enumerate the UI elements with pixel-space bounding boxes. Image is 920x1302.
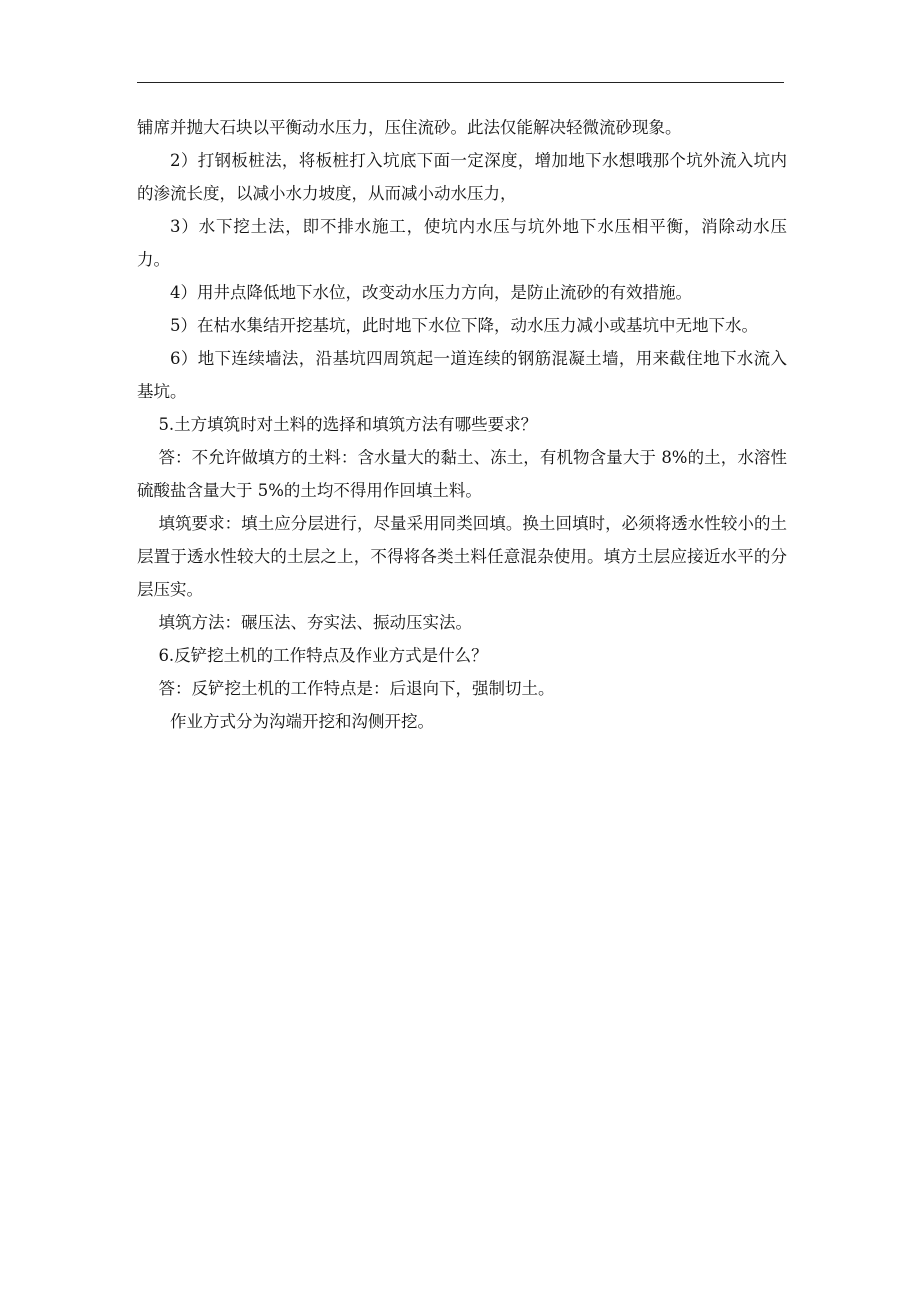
- paragraph-quicksand-cover: 铺席并抛大石块以平衡动水压力，压住流砂。此法仅能解决轻微流砂现象。: [137, 118, 682, 137]
- paragraph-dry-season-excavation: 5）在枯水集结开挖基坑，此时地下水位下降，动水压力减小或基坑中无地下水。: [170, 316, 758, 335]
- paragraph-diaphragm-wall: 6）地下连续墙法，沿基坑四周筑起一道连续的钢筋混凝土墙，用来截住地下水流入基坑。: [137, 349, 787, 401]
- paragraph-sheet-pile-method: 2）打钢板桩法，将板桩打入坑底下面一定深度，增加地下水想哦那个坑外流入坑内的渗流长度，以减小水力坡度，从而减小动水压力，: [137, 151, 787, 203]
- paragraph-well-point-dewatering: 4）用井点降低地下水位，改变动水压力方向，是防止流砂的有效措施。: [170, 283, 692, 302]
- question-6-heading: 6.反铲挖土机的工作特点及作业方式是什么？: [158, 646, 488, 665]
- paragraph-underwater-excavation: 3）水下挖土法，即不排水施工，使坑内水压与坑外地下水压相平衡，消除动水压力。: [137, 217, 787, 269]
- question-5-heading: 5.土方填筑时对土料的选择和填筑方法有哪些要求？: [158, 415, 538, 434]
- answer-5-unsuitable-soil: 答：不允许做填方的土料：含水量大的黏土、冻土，有机物含量大于 8%的土，水溶性硫酸盐含量大于 5%的土均不得用作回填土料。: [137, 448, 787, 500]
- answer-6-operation-modes: 作业方式分为沟端开挖和沟侧开挖。: [170, 712, 434, 731]
- answer-5-filling-methods: 填筑方法：碾压法、夯实法、振动压实法。: [158, 613, 472, 632]
- header-rule: [137, 82, 784, 83]
- answer-6-characteristics: 答：反铲挖土机的工作特点是：后退向下，强制切土。: [158, 679, 555, 698]
- document-body: [137, 111, 787, 738]
- answer-5-filling-requirements: 填筑要求：填土应分层进行，尽量采用同类回填。换土回填时，必须将透水性较小的土层置于透水性较大的土层之上，不得将各类土料任意混杂使用。填方土层应接近水平的分层压实。: [137, 514, 787, 599]
